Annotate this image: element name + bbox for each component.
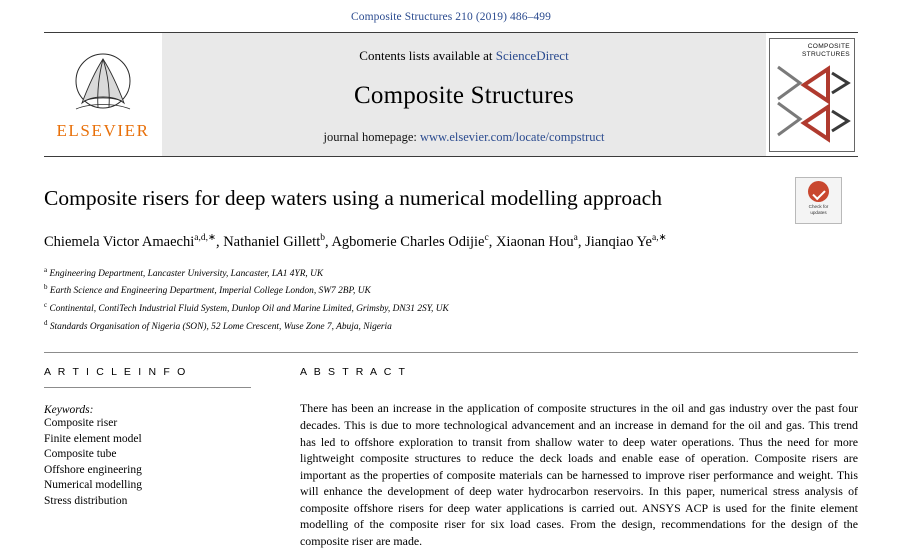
abstract-text: There has been an increase in the application of composite structures in the oil and gas industry over the past four decades. This is due to more technological advancement and an increase in demand for the oil and gas. This trend has led to offshore exploration to transit from shallow water to deep water operations. Thus the need for more lightweight composite structures to reduce the deck loads and enable ease of operation. Composite risers are important as the properties of composite materials can be harnessed to improve riser performance and weight. This will enhance the development of deep water hydrocarbon reservoirs. In this paper, numerical stress analysis of composite offshore risers for deep water applications is carried out. ANSYS ACP is used for the finite element modelling of the composite riser for six load cases. From the design, recommendations for the design of the composite riser are made.	[300, 401, 858, 549]
crossmark-badge[interactable]	[795, 177, 842, 224]
homepage-label: journal homepage:	[323, 130, 417, 144]
crossmark-check-icon	[808, 181, 829, 202]
sciencedirect-link[interactable]: ScienceDirect	[495, 48, 569, 63]
affiliation-mark: c	[44, 301, 48, 310]
keyword-item: Finite element model	[44, 432, 142, 445]
masthead-center	[162, 33, 766, 156]
affiliation-item	[44, 264, 858, 282]
affiliation-text: Engineering Department, Lancaster University, Lancaster, LA1 4YR, UK	[47, 268, 324, 279]
keyword-item: Numerical modelling	[44, 479, 143, 492]
affiliation-text: Standards Organisation of Nigeria (SON), 52 Lome Crescent, Wuse Zone 7, Abuja, Nigeria	[47, 321, 392, 332]
homepage-url-link[interactable]: www.elsevier.com/locate/compstruct	[419, 130, 605, 144]
section-divider	[44, 352, 858, 353]
cover-title-text	[802, 43, 850, 59]
running-head: Composite Structures 210 (2019) 486–499	[350, 11, 552, 23]
journal-masthead	[44, 32, 858, 157]
affiliation-text: Continental, ContiTech Industrial Fluid System, Dunlop Oil and Marine Limited, Grimsby, DN31 2SY, UK	[47, 304, 449, 315]
cover-title-line2: STRUCTURES	[801, 50, 850, 58]
affiliation-list	[44, 264, 858, 335]
cover-image	[769, 38, 855, 152]
author-list: Chiemela Victor Amaechi$^{a,d,∗}$, Nathaniel Gillett$^b$, Agbomerie Charles Odijie$^c$, Xiaonan Hou$^a$, Jianqiao $Ye^{a,∗}$	[44, 233, 667, 250]
contents-available-line	[359, 48, 568, 64]
affiliation-mark: a	[44, 265, 48, 274]
affiliation-item	[44, 299, 858, 317]
author-affiliation-mark: a	[573, 233, 578, 243]
journal-cover-thumbnail	[766, 33, 858, 156]
page-title: Composite risers for deep waters using a numerical modelling approach	[44, 186, 662, 210]
author-name: Xiaonan Hou	[495, 233, 574, 250]
keyword-list	[44, 416, 262, 509]
keyword-item: Offshore engineering	[44, 463, 142, 476]
author-name: Nathaniel Gillett	[223, 233, 321, 250]
article-info-column	[44, 366, 262, 549]
article-info-underline	[44, 387, 251, 388]
article-info-heading: A R T I C L E I N F O	[44, 366, 188, 379]
info-abstract-columns	[44, 366, 858, 549]
keyword-item: Stress distribution	[44, 494, 128, 507]
abstract-heading: A B S T R A C T	[300, 366, 408, 379]
author-name: Agbomerie Charles Odijie	[331, 233, 485, 250]
affiliation-mark: b	[44, 283, 48, 292]
affiliation-mark: d	[44, 318, 48, 327]
crossmark-label	[809, 204, 829, 216]
affiliation-item	[44, 281, 858, 299]
crossmark-line2: updates	[810, 210, 827, 215]
abstract-column	[300, 366, 858, 549]
author-affiliation-mark: a,d,∗	[194, 233, 216, 243]
keyword-item: Composite riser	[44, 417, 118, 430]
elsevier-tree-icon	[64, 51, 142, 117]
affiliation-item	[44, 317, 858, 335]
author-name: Jianqiao Ye	[585, 233, 652, 250]
contents-prefix: Contents lists available at	[359, 48, 493, 63]
cover-title-line1: COMPOSITE	[807, 42, 850, 50]
keywords-label: Keywords:	[44, 404, 94, 417]
affiliation-text: Earth Science and Engineering Department, Imperial College London, SW7 2BP, UK	[47, 286, 371, 297]
publisher-logo	[44, 33, 162, 156]
author-affiliation-mark: b	[320, 233, 325, 243]
author-affiliation-mark: a,∗	[652, 233, 667, 243]
title-block	[44, 184, 858, 215]
author-affiliation-mark: c	[484, 233, 489, 243]
journal-title: Composite Structures	[354, 82, 574, 109]
crossmark-line1: Check for	[808, 204, 829, 209]
author-name: Chiemela Victor Amaechi	[44, 233, 195, 250]
journal-homepage-line	[323, 130, 604, 145]
keyword-item: Composite tube	[44, 448, 117, 461]
elsevier-wordmark: ELSEVIER	[56, 120, 150, 140]
